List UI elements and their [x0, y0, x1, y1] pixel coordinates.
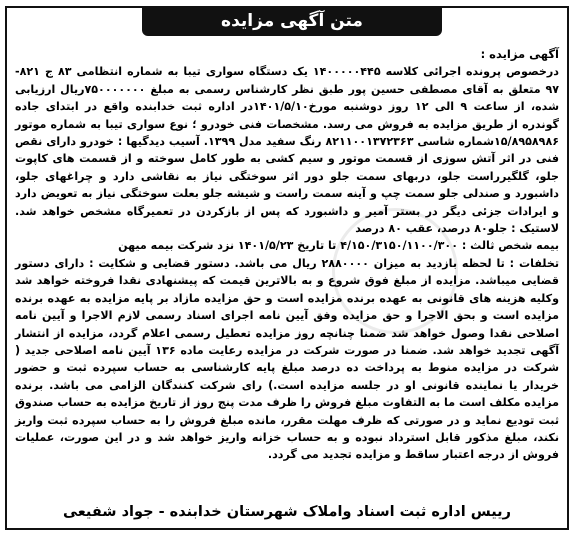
notice-title: متن آگهی مزایده	[142, 6, 442, 36]
notice-paragraph-1: درخصوص پرونده اجرائی کلاسه ۱۴۰۰۰۰۰۴۴۵ یک دستگاه سواری تیبا به شماره انتظامی ۸۳ ج ۸۲۱- ۹۷ متعلق به آقای مصطفی حسین پور طبق نظر کارشناس رسمی به مبلغ ۷۵۰۰۰۰۰۰۰ریال ارزیابی شده، از ساعت ۹ الی ۱۲ روز دوشنبه مورخ۱۴۰۱/۵/۱۰در اداره ثبت خدابنده واقع در ابتدای جاده گوندره از طریق مزایده به فروش می رسد. مشخصات فنی خودرو ؛ نوع سواری تیبا به شماره موتور ۱۵/۸۹۵۸۹۸۶شماره شاسی ۸۲۱۱۰۰۱۳۷۲۳۶۳ رنگ سفید مدل ۱۳۹۹. آسیب دیدگیها : خودرو دارای نقص فنی در اثر آتش سوزی از قسمت موتور و سیم کشی به طور کامل سوخته و از قسمت های کاپوت جلو، گلگیرراست جلو، دربهای سمت جلو دور اثر سوختگی نیاز به نقاشی دارد و چراغهای جلو، داشبورد و صندلی جلو سمت چپ و آینه سمت راست و شیشه جلو بعلت سوختگی نیاز به تعویض دارد و ایرادات جزئی دیگر در بستر آمیر و داشبورد که پس از بازکردن در تعمیرگاه مشخص خواهد شد. لاستیک : جلو۸۰ درصد، عقب ۸۰ درصد	[15, 65, 559, 236]
notice-paragraph-2: بیمه شخص ثالث : ۴/۱۵۰/۳۱۵۰/۱۱۰۰/۳۰۰ تا تاریخ ۱۴۰۱/۵/۲۳ نزد شرکت بیمه میهن	[118, 239, 559, 253]
notice-frame	[5, 6, 569, 530]
notice-body	[15, 46, 559, 464]
notice-signature: رییس اداره ثبت اسناد واملاک شهرستان خدابنده - جواد شفیعی	[63, 504, 511, 520]
notice-heading: آگهی مزایده :	[480, 47, 559, 61]
notice-paragraph-3: تخلفات : تا لحظه بازدید به میزان ۲۸۸۰۰۰۰ ریال می باشد. دستور قضایی و شکایت : دارای دستور قضایی میباشد. مزایده از مبلغ فوق شروع و به بالاترین قیمت که پیشنهادی نقدا فروخته خواهد شد وکلیه هزینه های قانونی به عهده برنده مزایده است و حق مزایده مازاد بر پایه مزایده به عهده برنده مزایده است و بحق الاجرا و حق مزایده وفق آیین نامه اجرای اسناد رسمی لازم الاجرا و آیین نامه اصلاحی نقدا وصول خواهد شد ضمنا چنانچه روز مزایده تعطیل رسمی اعلام گردد، مزایده از انتشار آگهی تجدید خواهد شد. ضمنا در صورت شرکت در مزایده رعایت ماده ۱۳۶ آیین نامه اصلاحی جدید ( شرکت در مزایده منوط به پرداخت ده درصد مبلغ پایه کارشناسی به حساب سپرده ثبت و حضور خریدار یا نماینده قانونی او در جلسه مزایده است.) رای شرکت کنندگان الزامی می باشد. برنده مزایده مکلف است ما به التفاوت مبلغ فروش را ظرف مدت پنج روز از تاریخ مزایده به حساب صندوق ثبت تودیع نماید و در صورتی که ظرف مهلت مقرر، مانده مبلغ فروش را به حساب سپرده ثبت واریز نکند، مبلغ مذکور قابل استرداد نبوده و به حساب خزانه واریز خواهد شد و در این صورت، عملیات فروش از درجه اعتبار ساقط و مزایده تجدید می گردد.	[15, 256, 559, 462]
